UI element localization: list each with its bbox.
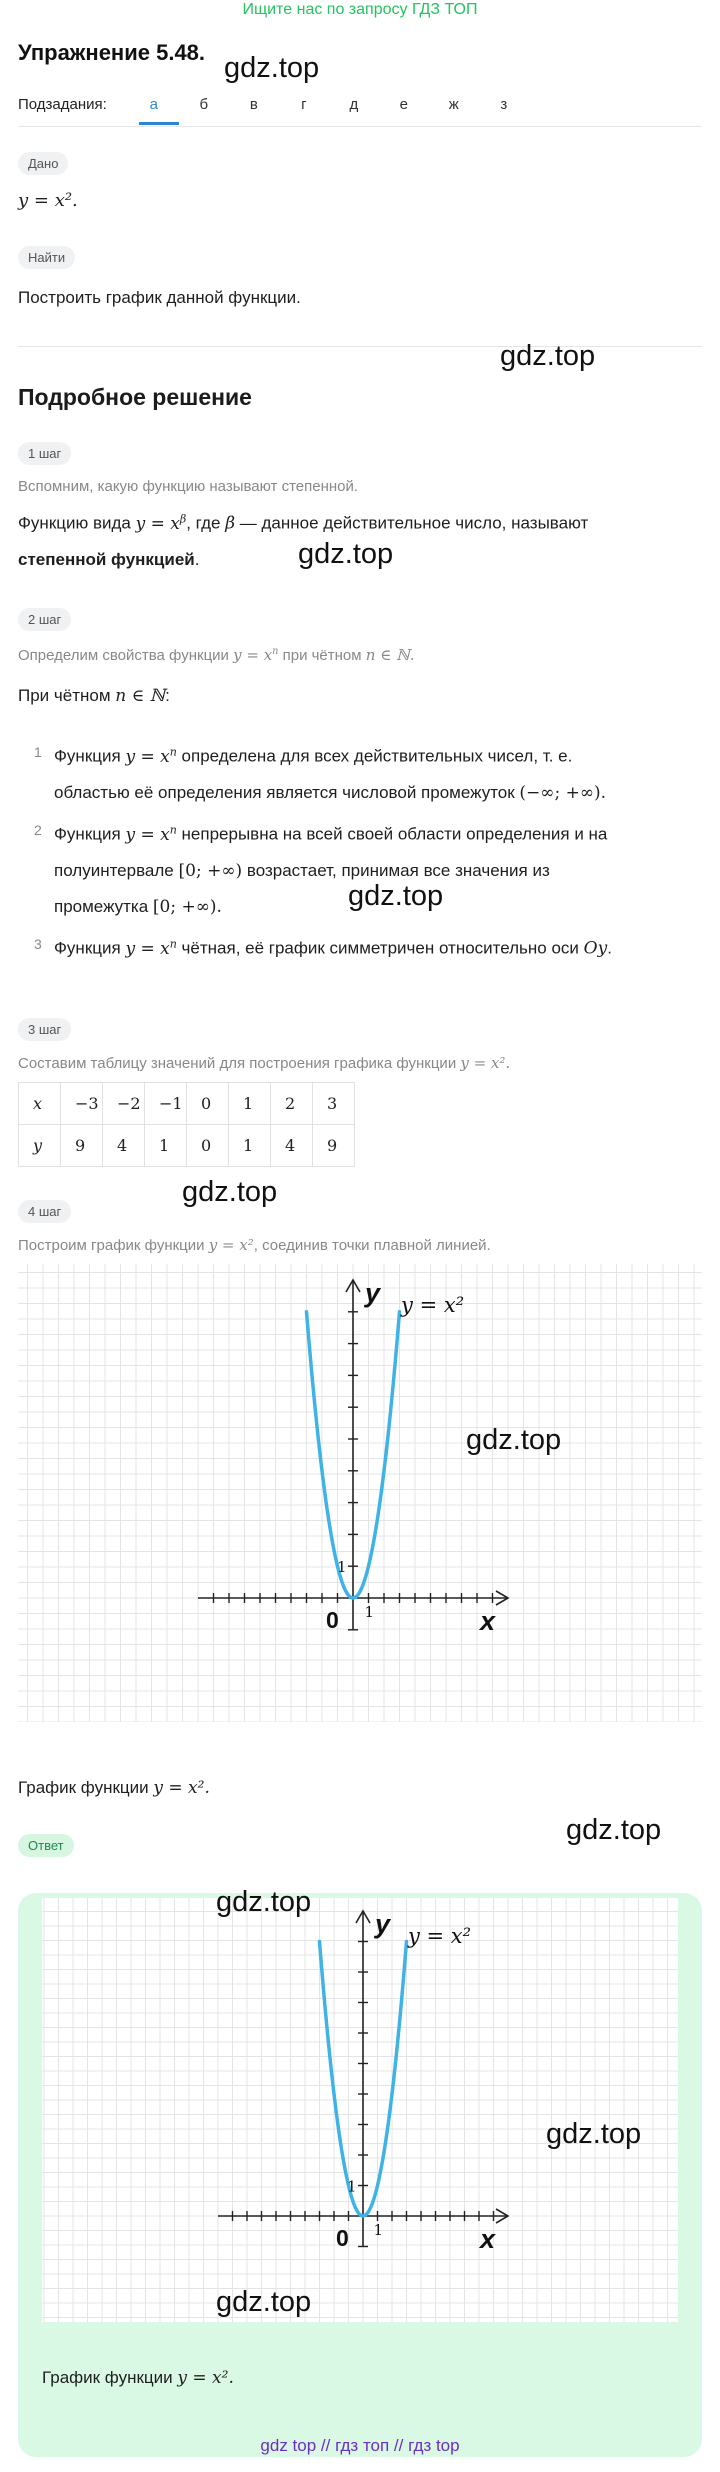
step4-badge: 4 шаг <box>18 1200 71 1223</box>
answer-caption <box>42 2368 234 2388</box>
text: — данное действительное число, называют <box>235 513 589 533</box>
watermark: gdz.top <box>566 1814 662 1846</box>
table-cell: 2 <box>271 1083 313 1125</box>
values-table-grid <box>18 1082 355 1167</box>
watermark: gdz.top <box>216 1886 312 1918</box>
text: непрерывна на всей своей области определения и на <box>181 824 608 844</box>
y-axis-label: y <box>375 1909 391 1939</box>
watermark: gdz.top <box>298 538 394 570</box>
unit-label-x: 1 <box>364 1603 375 1621</box>
formula-exponent: n <box>169 745 177 758</box>
watermark: gdz.top <box>224 52 320 84</box>
text: . <box>194 550 200 569</box>
page-title: Упражнение 5.48. <box>18 40 206 65</box>
term-bold: степенной функцией <box>18 550 195 569</box>
text: полуинтервале <box>54 860 174 880</box>
table-cell: 0 <box>187 1125 229 1167</box>
watermark: gdz.top <box>182 1176 278 1208</box>
text: Функцию вида <box>18 513 131 533</box>
interval: (−∞; +∞). <box>519 782 607 803</box>
line <box>54 734 704 775</box>
table-row <box>19 1125 355 1167</box>
formula: n ∈ ℕ <box>115 686 166 706</box>
curve-label: y = x² <box>401 1293 465 1317</box>
item-number: 2 <box>34 822 42 838</box>
unit-label-x: 1 <box>373 2221 384 2239</box>
text: промежутка <box>54 896 149 916</box>
table-cell: 1 <box>229 1125 271 1167</box>
formula-exponent: n <box>169 937 177 950</box>
text: чётная, её график симметричен относительно оси <box>181 938 579 958</box>
table-header-cell: x <box>19 1083 61 1125</box>
line <box>54 775 704 811</box>
table-cell: 1 <box>229 1083 271 1125</box>
top-banner: Ищите нас по запросу ГДЗ ТОП <box>242 1 478 18</box>
text: возрастает, принимая все значения из <box>246 860 550 880</box>
formula-base: y = x <box>135 513 180 534</box>
table-row <box>19 1083 355 1125</box>
given-formula: y = x². <box>18 190 78 211</box>
find-text: Построить график данной функции. <box>18 288 301 307</box>
formula <box>125 747 176 767</box>
text: , соединив точки плавной линией. <box>253 1237 491 1254</box>
graph-background <box>42 1898 678 2322</box>
interval: [0; +∞) <box>178 860 243 881</box>
formula-base: y = x <box>233 646 273 664</box>
tab-subtask-e[interactable]: е <box>399 96 408 113</box>
step4-hint <box>18 1236 491 1254</box>
watermark: gdz.top <box>546 2118 642 2150</box>
item-number: 1 <box>34 744 42 760</box>
tab-subtask-v[interactable]: в <box>249 96 258 113</box>
text: . <box>607 938 612 958</box>
subtask-tabs <box>18 96 529 113</box>
formula: y = x² <box>208 1236 254 1254</box>
text: При чётном <box>18 686 111 705</box>
watermark: gdz.top <box>500 340 596 372</box>
unit-label-y: 1 <box>337 1558 347 1577</box>
step1-line2 <box>18 550 199 570</box>
step3 <box>18 1018 71 1041</box>
step3-hint <box>18 1054 510 1072</box>
watermark: gdz.top <box>348 880 444 912</box>
table-cell: 0 <box>187 1083 229 1125</box>
curve-label: y = x² <box>407 1924 472 1948</box>
origin-label: 0 <box>336 2225 349 2251</box>
table-cell: 9 <box>313 1125 355 1167</box>
tab-subtask-g[interactable]: г <box>301 96 307 113</box>
text: Функция <box>54 824 121 844</box>
x-axis-label: x <box>480 2224 496 2254</box>
beta-symbol: β <box>225 513 236 534</box>
step3-badge: 3 шаг <box>18 1018 71 1041</box>
tab-subtask-d[interactable]: д <box>349 96 359 113</box>
property-item-1 <box>34 734 704 811</box>
formula <box>136 514 187 534</box>
interval: [0; +∞). <box>152 896 222 917</box>
formula-exponent: n <box>169 823 177 836</box>
text: Функция <box>54 938 121 958</box>
answer-label <box>18 1834 74 1857</box>
text: , где <box>186 513 221 533</box>
find-section <box>18 246 75 269</box>
table-cell: −3 <box>61 1083 103 1125</box>
table-header-cell: y <box>19 1125 61 1167</box>
tab-subtask-b[interactable]: б <box>199 96 209 113</box>
step4 <box>18 1200 71 1223</box>
unit-label-y: 1 <box>347 2177 357 2196</box>
answer-badge: Ответ <box>18 1834 74 1857</box>
find-badge: Найти <box>18 246 75 269</box>
formula-base: y = x <box>125 938 170 959</box>
formula: y = x². <box>460 1054 511 1072</box>
axis-name: Oy <box>583 938 608 959</box>
tab-subtask-a[interactable]: а <box>149 96 158 113</box>
text: при чётном <box>282 647 362 664</box>
tab-subtask-z[interactable]: з <box>500 96 508 113</box>
formula-exponent: β <box>179 512 187 525</box>
formula <box>125 939 176 959</box>
text: Составим таблицу значений для построения графика функции <box>18 1055 457 1072</box>
formula-base: y = x <box>125 824 170 845</box>
formula: y = x². <box>153 1778 210 1798</box>
y-axis-label: y <box>365 1278 381 1308</box>
text: Построим график функции <box>18 1237 205 1254</box>
footer-links[interactable]: gdz top // гдз топ // гдз top <box>260 2436 460 2455</box>
answer-parabola-graph <box>42 1898 678 2322</box>
step2-hint <box>18 646 415 664</box>
text: областью её определения является числовой промежуток <box>54 782 515 802</box>
step2 <box>18 608 71 631</box>
step2-badge: 2 шаг <box>18 608 71 631</box>
text: определена для всех действительных чисел, т. е. <box>181 746 573 766</box>
text: Определим свойства функции <box>18 647 229 664</box>
given-section <box>18 152 68 175</box>
x-axis-label: x <box>480 1606 496 1636</box>
line <box>54 812 704 853</box>
table-cell: −2 <box>103 1083 145 1125</box>
step2-intro <box>18 686 170 706</box>
formula <box>125 825 176 845</box>
step1-hint: Вспомним, какую функцию называют степенной. <box>18 478 359 495</box>
text: График функции <box>18 1778 149 1797</box>
divider <box>18 346 702 347</box>
property-item-3 <box>34 926 704 967</box>
origin-label: 0 <box>326 1607 339 1633</box>
table-cell: 4 <box>271 1125 313 1167</box>
line <box>54 926 704 967</box>
table-cell: 4 <box>103 1125 145 1167</box>
parabola-graph <box>18 1264 702 1722</box>
table-cell: 9 <box>61 1125 103 1167</box>
formula: n ∈ ℕ. <box>365 646 415 664</box>
step1-badge: 1 шаг <box>18 442 71 465</box>
given-badge: Дано <box>18 152 68 175</box>
step1-line1 <box>18 512 588 534</box>
text: : <box>165 686 170 705</box>
formula <box>233 646 278 664</box>
formula-base: y = x <box>125 746 170 767</box>
item-number: 3 <box>34 936 42 952</box>
table-cell: −1 <box>145 1083 187 1125</box>
active-tab-indicator <box>139 122 179 125</box>
tab-subtask-zh[interactable]: ж <box>448 96 459 113</box>
values-table <box>18 1082 355 1167</box>
text: Функция <box>54 746 121 766</box>
formula: y = x². <box>177 2368 234 2388</box>
solution-title: Подробное решение <box>18 384 252 410</box>
table-cell: 3 <box>313 1083 355 1125</box>
graph-caption <box>18 1778 210 1798</box>
text: График функции <box>42 2368 173 2387</box>
step1 <box>18 442 71 465</box>
watermark: gdz.top <box>216 2286 312 2318</box>
watermark: gdz.top <box>466 1424 562 1456</box>
table-cell: 1 <box>145 1125 187 1167</box>
formula-exponent: n <box>272 646 279 657</box>
divider <box>18 126 702 127</box>
subtask-label: Подзадания: <box>18 96 107 113</box>
